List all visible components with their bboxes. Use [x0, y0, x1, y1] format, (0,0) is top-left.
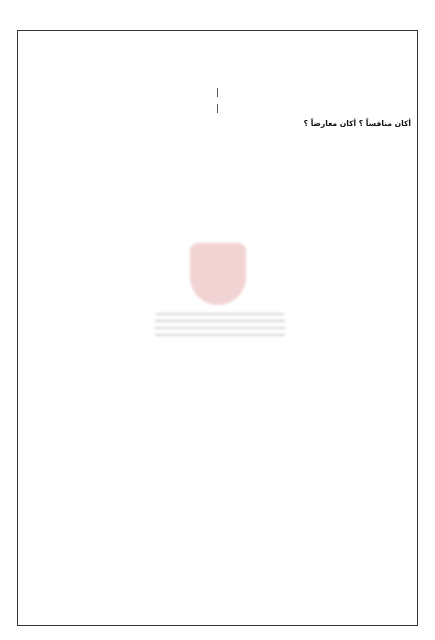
section-divider-1: |: [215, 88, 220, 98]
article-body: [24, 84, 411, 614]
section-divider-2: |: [215, 104, 220, 114]
section-heading: أكان منافساً ؟ أكان معارضاً ؟: [303, 119, 411, 128]
